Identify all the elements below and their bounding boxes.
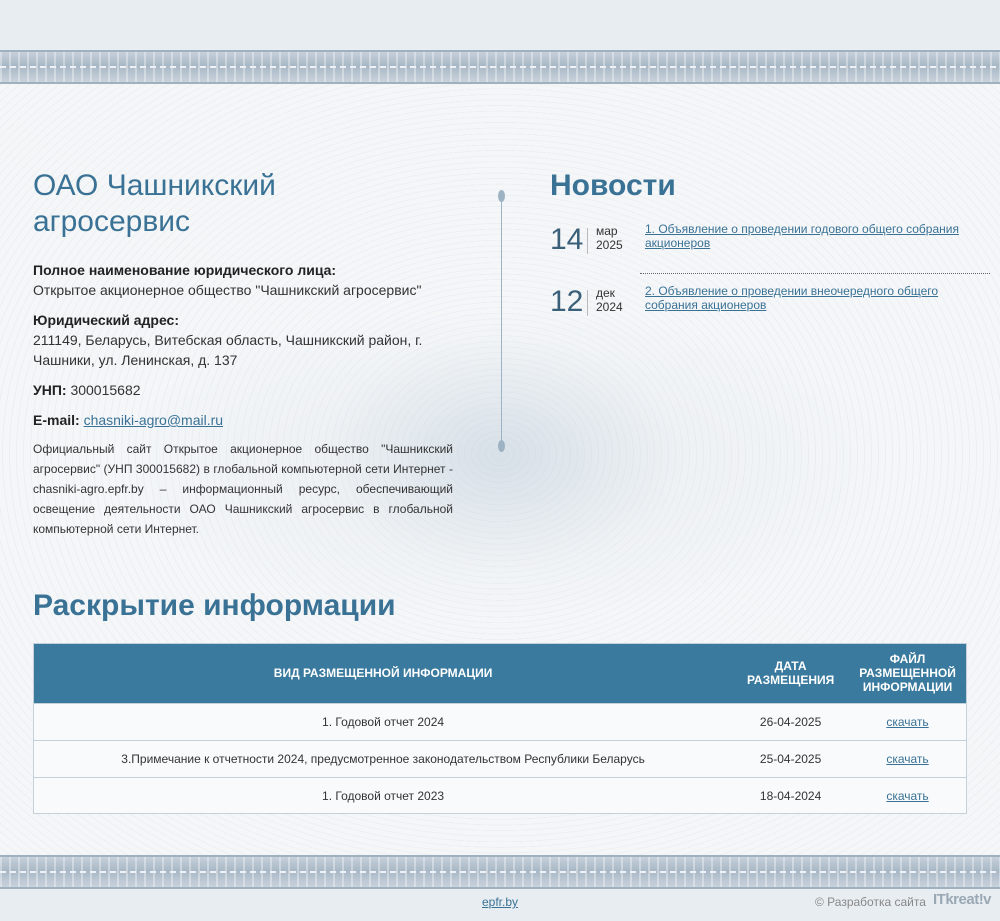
top-bar	[0, 0, 1000, 50]
news-year: 2025	[596, 238, 623, 252]
unp-row	[33, 380, 453, 400]
table-row	[34, 703, 966, 740]
news-title: Новости	[550, 169, 676, 202]
download-link[interactable]: скачать	[886, 788, 929, 803]
table-row	[34, 740, 966, 777]
cell-file	[849, 740, 966, 777]
email-link[interactable]: chasniki-agro@mail.ru	[83, 412, 224, 428]
cell-info-type: 1. Годовой отчет 2023	[34, 777, 732, 814]
cell-date: 26-04-2025	[732, 703, 849, 740]
header-info-type: ВИД РАЗМЕЩЕННОЙ ИНФОРМАЦИИ	[34, 644, 732, 703]
address-label: Юридический адрес:	[33, 312, 179, 328]
news-month: дек	[596, 286, 615, 300]
decorative-band-bottom	[0, 855, 1000, 889]
unp-label: УНП:	[33, 382, 67, 398]
download-link[interactable]: скачать	[886, 751, 929, 766]
disclosure-table	[33, 643, 967, 814]
news-month: мар	[596, 224, 618, 238]
footer-site-link[interactable]: epfr.by	[482, 895, 519, 909]
developer-credit: © Разработка сайта	[815, 895, 926, 909]
header-date: ДАТА РАЗМЕЩЕНИЯ	[732, 644, 849, 703]
cell-date: 18-04-2024	[732, 777, 849, 814]
news-item	[550, 284, 990, 334]
cell-info-type: 3.Примечание к отчетности 2024, предусмотренное законодательством Республики Беларусь	[34, 740, 732, 777]
news-item	[550, 222, 990, 272]
footer	[0, 889, 1000, 921]
news-day: 12	[550, 285, 584, 318]
news-separator	[640, 273, 990, 274]
cell-date: 25-04-2025	[732, 740, 849, 777]
developer-logo[interactable]: ITkreat!v	[933, 891, 992, 908]
cell-file	[849, 703, 966, 740]
cell-file	[849, 777, 966, 814]
cell-info-type: 1. Годовой отчет 2024	[34, 703, 732, 740]
unp-value: 300015682	[70, 382, 141, 398]
full-name-row	[33, 260, 453, 300]
column-divider	[501, 194, 502, 448]
decorative-band-top	[0, 50, 1000, 84]
company-info	[33, 260, 453, 440]
header-file: ФАЙЛ РАЗМЕЩЕННОЙ ИНФОРМАЦИИ	[849, 644, 966, 703]
address-value: 211149, Беларусь, Витебская область, Чашникский район, г. Чашники, ул. Ленинская, д. 137	[33, 332, 423, 368]
date-separator	[587, 290, 588, 316]
table-header-row	[34, 644, 966, 703]
address-row	[33, 310, 453, 370]
news-link[interactable]: 2. Объявление о проведении внеочередного общего собрания акционеров	[645, 284, 939, 312]
email-row	[33, 410, 453, 430]
site-description: Официальный сайт Открытое акционерное общество "Чашникский агросервис" (УНП 300015682) в глобальной компьютерной сети Интернет - chasniki-agro.epfr.by – информационный ресурс, обеспечивающий освещение деятельности ОАО Чашникский агросервис в глобальной компьютерной сети Интернет.	[33, 442, 453, 536]
download-link[interactable]: скачать	[886, 714, 929, 729]
table-row	[34, 777, 966, 814]
news-day: 14	[550, 223, 584, 256]
full-name-label: Полное наименование юридического лица:	[33, 262, 337, 278]
date-separator	[587, 228, 588, 254]
news-year: 2024	[596, 300, 623, 314]
disclosure-title: Раскрытие информации	[33, 589, 396, 622]
email-label: E-mail:	[33, 412, 80, 428]
news-link[interactable]: 1. Объявление о проведении годового общего собрания акционеров	[645, 222, 959, 250]
full-name-value: Открытое акционерное общество "Чашникский агросервис"	[33, 282, 422, 298]
company-title: ОАО Чашникский агросервис	[33, 169, 276, 238]
